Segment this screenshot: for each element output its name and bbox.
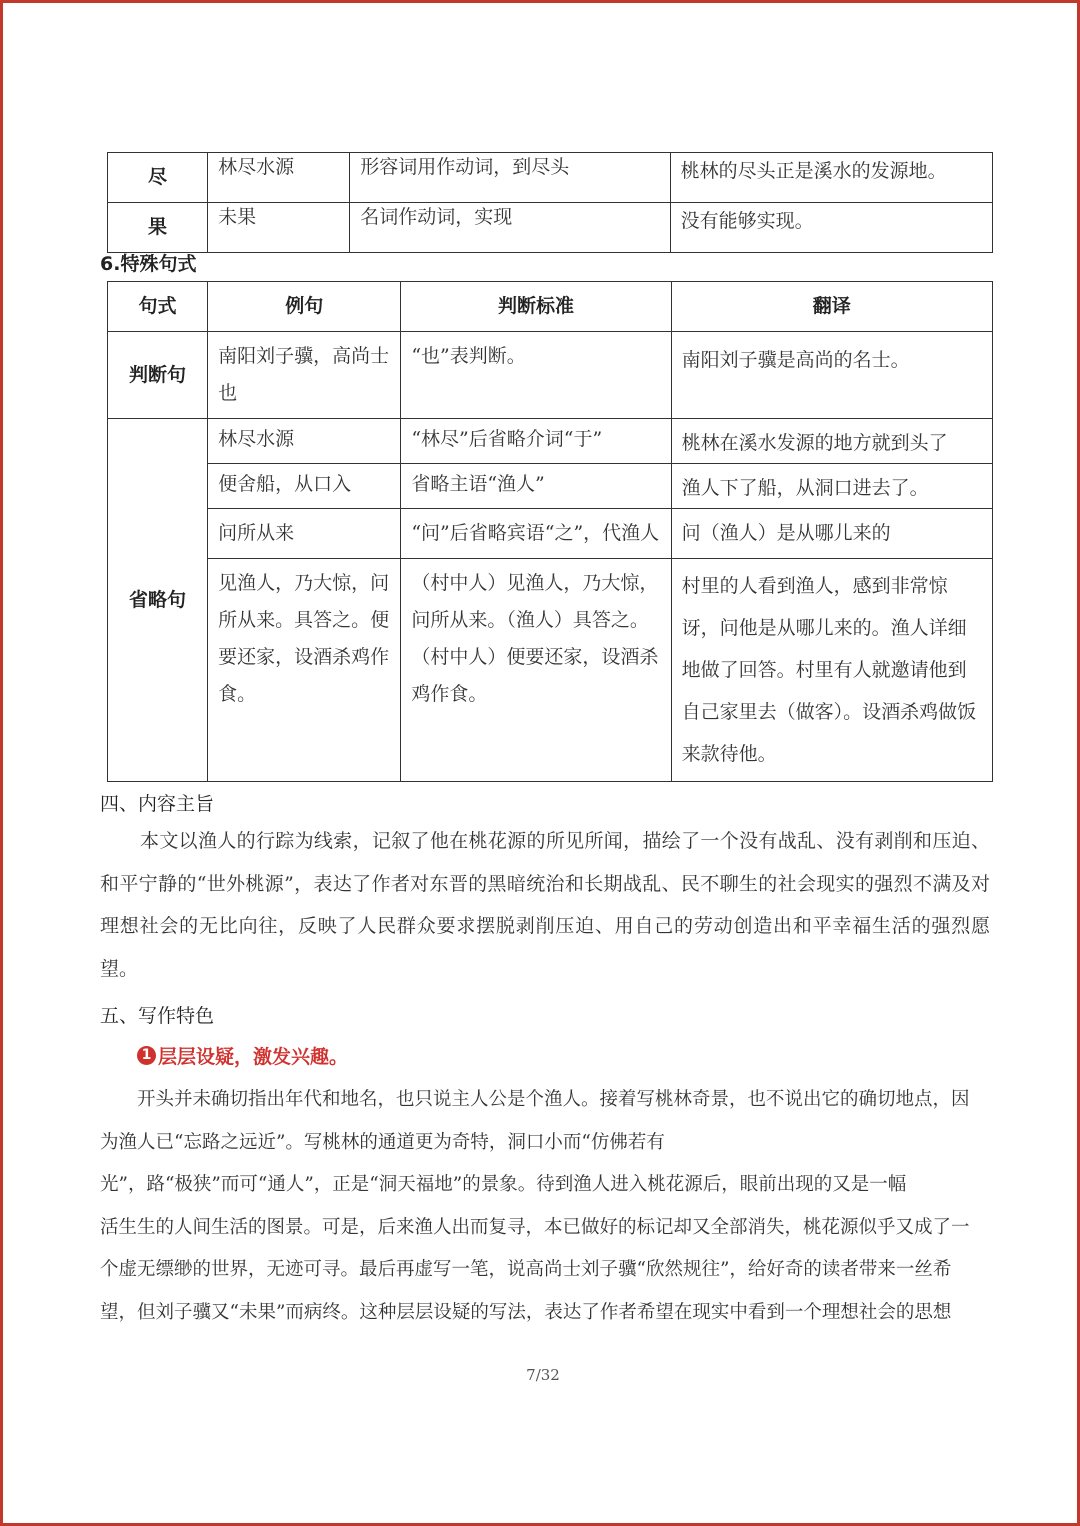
translation-cell: 没有能够实现。 (670, 203, 992, 253)
header-criterion: 判断标准 (401, 282, 671, 332)
translation-cell: 桃林的尽头正是溪水的发源地。 (670, 153, 992, 203)
type-cell: 省略句 (108, 419, 208, 782)
example-cell: 见渔人，乃大惊，问所从来。具答之。便要还家，设酒杀鸡作食。 (208, 559, 401, 782)
example-cell: 南阳刘子骥，高尚士也 (208, 332, 401, 419)
example-cell: 问所从来 (208, 509, 401, 559)
feature-number-icon: 1 (137, 1046, 156, 1065)
section-subtitle: 6.特殊句式 (100, 253, 197, 275)
char-cell: 尽 (108, 153, 208, 203)
criterion-cell: “林尽”后省略介词“于” (401, 419, 671, 464)
feature-line: 活生生的人间生活的图景。可是，后来渔人出而复寻，本已做好的标记却又全部消失，桃花源似乎又成了一 (100, 1217, 970, 1238)
type-cell: 判断句 (108, 332, 208, 419)
header-translation: 翻译 (671, 282, 992, 332)
table-header-row (108, 282, 993, 332)
translation-cell: 南阳刘子骥是高尚的名士。 (671, 332, 992, 419)
translation-cell: 问（渔人）是从哪儿来的 (671, 509, 992, 559)
criterion-cell: （村中人）见渔人，乃大惊，问所从来。（渔人）具答之。（村中人）便要还家，设酒杀鸡作食。 (401, 559, 671, 782)
feature-line: 个虚无缥缈的世界，无迹可寻。最后再虚写一笔，说高尚士刘子骥“欣然规往”，给好奇的读者带来一丝希 (100, 1259, 952, 1280)
special-sentence-table (107, 281, 993, 782)
section-heading-theme: 四、内容主旨 (100, 793, 215, 815)
example-cell: 林尽水源 (208, 153, 350, 203)
translation-cell: 渔人下了船，从洞口进去了。 (671, 464, 992, 509)
feature-line: 光”，路“极狭”而可“通人”，正是“洞天福地”的景象。待到渔人进入桃花源后，眼前出现的又是一幅 (100, 1174, 907, 1195)
table-row (108, 203, 993, 253)
usage-cell: 形容词用作动词，到尽头 (350, 153, 670, 203)
word-usage-table (107, 152, 993, 253)
feature-title-text: 层层设疑，激发兴趣。 (158, 1046, 349, 1068)
example-cell: 便舍船，从口入 (208, 464, 401, 509)
criterion-cell: 省略主语“渔人” (401, 464, 671, 509)
page-number: 7/32 (526, 1366, 560, 1384)
table-row (108, 419, 993, 464)
header-type: 句式 (108, 282, 208, 332)
table-row (108, 509, 993, 559)
criterion-cell: “问”后省略宾语“之”，代渔人 (401, 509, 671, 559)
feature-title (137, 1042, 348, 1069)
header-example: 例句 (208, 282, 401, 332)
translation-cell: 村里的人看到渔人，感到非常惊讶，问他是从哪儿来的。渔人详细地做了回答。村里有人就邀请他到自己家里去（做客）。设酒杀鸡做饭来款待他。 (671, 559, 992, 782)
feature-line: 望，但刘子骥又“未果”而病终。这种层层设疑的写法，表达了作者希望在现实中看到一个理想社会的思想 (100, 1302, 952, 1323)
table-row (108, 332, 993, 419)
table-row (108, 464, 993, 509)
feature-line: 开头并未确切指出年代和地名，也只说主人公是个渔人。接着写桃林奇景，也不说出它的确切地点，因 (137, 1089, 970, 1110)
theme-paragraph: 本文以渔人的行踪为线索，记叙了他在桃花源的所见所闻，描绘了一个没有战乱、没有剥削和压迫、和平宁静的“世外桃源”，表达了作者对东晋的黑暗统治和长期战乱、民不聊生的社会现实的强烈不满及对理想社会的无比向往，反映了人民群众要求摆脱剥削压迫、用自己的劳动创造出和平幸福生活的强烈愿望。 (100, 830, 990, 980)
example-cell: 未果 (208, 203, 350, 253)
feature-line: 为渔人已“忘路之远近”。写桃林的通道更为奇特，洞口小而“仿佛若有 (100, 1132, 665, 1153)
section-heading-features: 五、写作特色 (100, 1005, 215, 1027)
usage-cell: 名词作动词，实现 (350, 203, 670, 253)
criterion-cell: “也”表判断。 (401, 332, 671, 419)
example-cell: 林尽水源 (208, 419, 401, 464)
table-row (108, 559, 993, 782)
translation-cell: 桃林在溪水发源的地方就到头了 (671, 419, 992, 464)
table-row (108, 153, 993, 203)
char-cell: 果 (108, 203, 208, 253)
